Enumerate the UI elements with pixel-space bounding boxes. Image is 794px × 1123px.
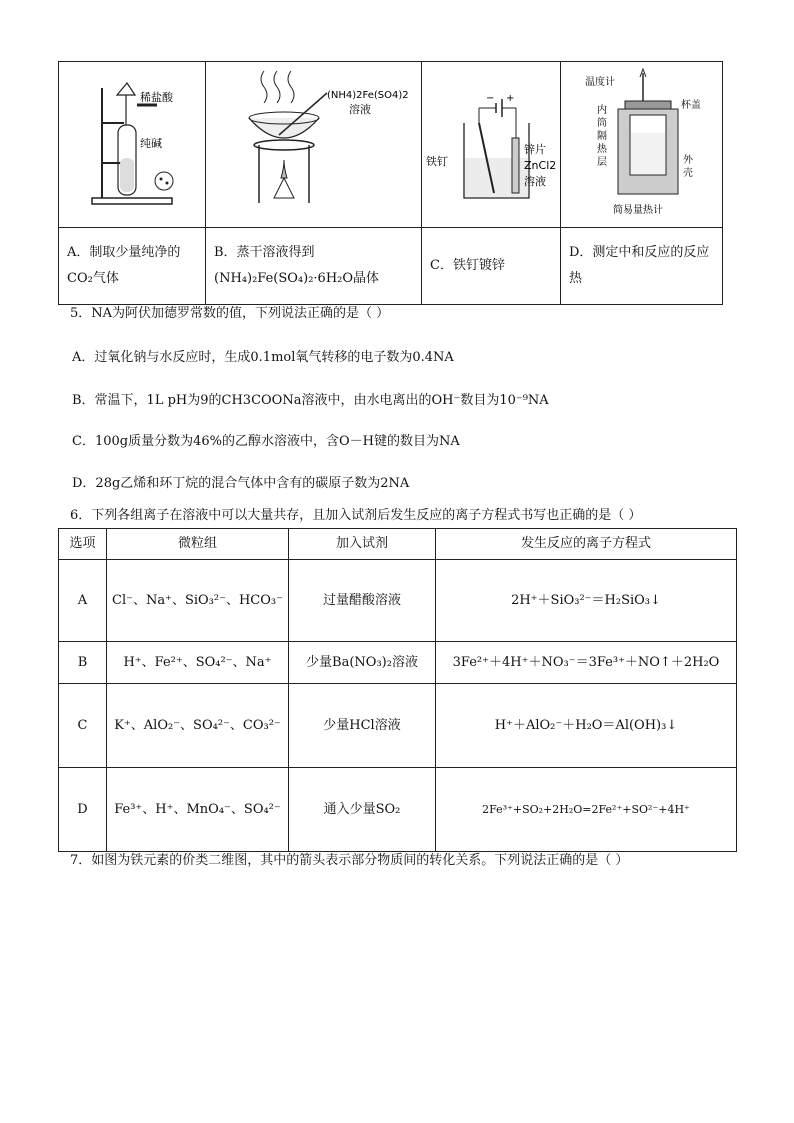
co2-generator-diagram xyxy=(62,63,202,223)
calorimeter-title: 简易量热计 xyxy=(612,204,663,216)
apparatus-c-cell xyxy=(422,62,561,228)
q5-stem: 5．NA为阿伏加德罗常数的值，下列说法正确的是（ ） xyxy=(70,306,390,321)
inner-label-2: 筒 xyxy=(596,117,607,129)
row-option: D xyxy=(59,768,107,852)
header-equation: 发生反应的离子方程式 xyxy=(436,529,737,560)
shell-label-1: 外 xyxy=(682,154,693,166)
apparatus-table xyxy=(58,61,723,305)
header-option: 选项 xyxy=(59,529,107,560)
row-ions: K⁺、AlO₂⁻、SO₄²⁻、CO₃²⁻ xyxy=(107,684,289,768)
lid-label-1: 杯盖 xyxy=(680,99,701,111)
acid-label: 稀盐酸 xyxy=(140,90,173,104)
q5-option-a[interactable]: A．过氧化钠与水反应时，生成0.1mol氧气转移的电子数为0.4NA xyxy=(72,350,454,365)
apparatus-d-cell xyxy=(561,62,723,228)
ins-label-1: 隔 xyxy=(596,130,607,142)
apparatus-b-cell xyxy=(206,62,422,228)
ion-table xyxy=(58,528,737,852)
zncl2-label: ZnCl2 xyxy=(524,158,557,172)
row-option: B xyxy=(59,642,107,684)
row-reagent: 少量HCl溶液 xyxy=(289,684,436,768)
caption-c: C．铁钉镀锌 xyxy=(422,228,561,305)
row-ions: Fe³⁺、H⁺、MnO₄⁻、SO₄²⁻ xyxy=(107,768,289,852)
ins-label-3: 层 xyxy=(596,156,607,168)
header-reagent: 加入试剂 xyxy=(289,529,436,560)
nail-label: 铁钉 xyxy=(426,154,448,168)
q5-option-d[interactable]: D．28g乙烯和环丁烷的混合气体中含有的碳原子数为2NA xyxy=(72,476,410,491)
ins-label-2: 热 xyxy=(596,143,607,155)
row-ions: H⁺、Fe²⁺、SO₄²⁻、Na⁺ xyxy=(107,642,289,684)
row-equation: H⁺＋AlO₂⁻＋H₂O＝Al(OH)₃↓ xyxy=(436,684,737,768)
row-reagent: 通入少量SO₂ xyxy=(289,768,436,852)
q5-option-b[interactable]: B．常温下，1L pH为9的CH3COONa溶液中，由水电离出的OH⁻数目为10⁻⁹NA xyxy=(72,393,549,408)
caption-b: B．蒸干溶液得到(NH₄)₂Fe(SO₄)₂·6H₂O晶体 xyxy=(206,228,422,305)
table-row xyxy=(59,642,737,684)
q7-stem: 7．如图为铁元素的价类二维图，其中的箭头表示部分物质间的转化关系。下列说法正确的是（ ） xyxy=(70,853,629,868)
header-ions: 微粒组 xyxy=(107,529,289,560)
row-equation: 2H⁺＋SiO₃²⁻＝H₂SiO₃↓ xyxy=(436,560,737,642)
shell-label-2: 壳 xyxy=(682,167,693,179)
q6-stem: 6．下列各组离子在溶液中可以大量共存，且加入试剂后发生反应的离子方程式书写也正确的是（ ） xyxy=(70,508,642,523)
formula-label: (NH4)2Fe(SO4)2 xyxy=(326,89,409,101)
calorimeter-diagram xyxy=(563,63,721,223)
inner-label-1: 内 xyxy=(596,104,607,116)
row-reagent: 少量Ba(NO₃)₂溶液 xyxy=(289,642,436,684)
zinc-label: 锌片 xyxy=(524,142,546,156)
ion-table-header xyxy=(59,529,737,560)
row-ions: Cl⁻、Na⁺、SiO₃²⁻、HCO₃⁻ xyxy=(107,560,289,642)
table-row xyxy=(59,684,737,768)
row-equation: 3Fe²⁺＋4H⁺＋NO₃⁻＝3Fe³⁺＋NO↑＋2H₂O xyxy=(436,642,737,684)
minus-sign: − xyxy=(486,92,495,104)
row-reagent: 过量醋酸溶液 xyxy=(289,560,436,642)
row-option: C xyxy=(59,684,107,768)
caption-a: A．制取少量纯净的CO₂气体 xyxy=(59,228,206,305)
thermo-label: 温度计 xyxy=(584,76,615,88)
row-option: A xyxy=(59,560,107,642)
table-row xyxy=(59,560,737,642)
zncl2-solution-label: 溶液 xyxy=(524,174,546,188)
caption-d: D．测定中和反应的反应热 xyxy=(561,228,723,305)
base-label: 纯碱 xyxy=(140,136,162,150)
apparatus-a-cell xyxy=(59,62,206,228)
table-row xyxy=(59,768,737,852)
solution-label: 溶液 xyxy=(348,102,371,116)
q5-option-c[interactable]: C．100g质量分数为46%的乙醇水溶液中，含O－H键的数目为NA xyxy=(72,434,460,449)
electroplating-diagram xyxy=(424,63,558,223)
evaporation-diagram xyxy=(209,63,419,223)
row-equation: 2Fe³⁺+SO₂+2H₂O=2Fe²⁺+SO²⁻+4H⁺ xyxy=(436,768,737,852)
plus-sign: + xyxy=(506,92,515,104)
